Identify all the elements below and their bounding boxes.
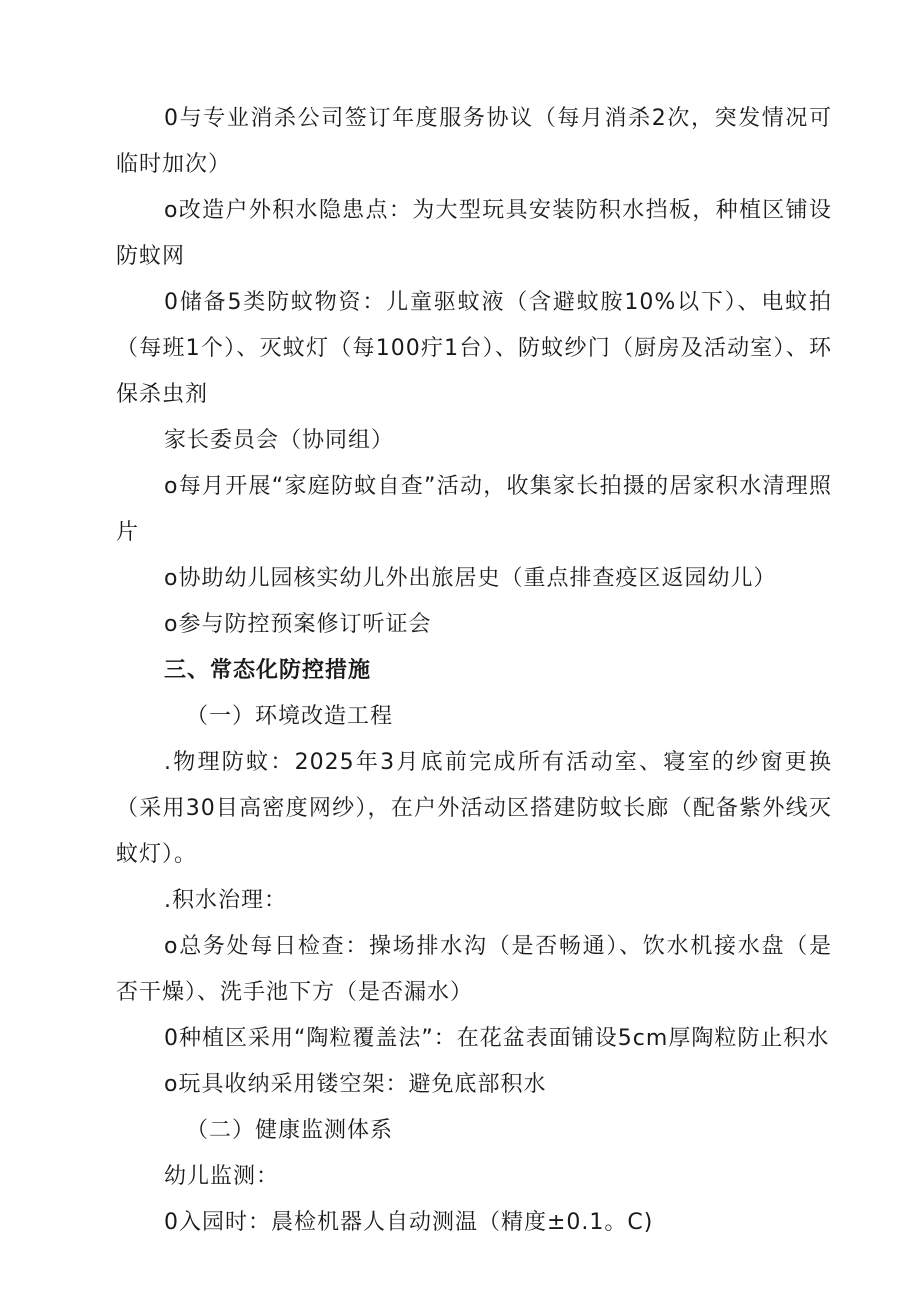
paragraph-supplies: 0储备5类防蚊物资：儿童驱蚊液（含避蚊胺10%以下）、电蚊拍（每班1个）、灭蚊灯（每100疔1台）、防蚊纱门（厨房及活动室）、环保杀虫剂 (116, 290, 832, 407)
document-body (116, 96, 832, 1246)
paragraph-home-check: o每月开展“家庭防蚊自查”活动，收集家长拍摄的居家积水清理照片 (116, 474, 832, 545)
paragraph-parent-committee: 家长委员会（协同组） (164, 428, 395, 453)
paragraph-child-monitoring: 幼儿监测： (164, 1164, 280, 1189)
section-heading-routine-measures: 三、常态化防控措施 (164, 658, 372, 683)
paragraph-ceramsite: 0种植区采用“陶粒覆盖法”：在花盆表面铺设5cm厚陶粒防止积水 (164, 1026, 830, 1051)
paragraph-toy-rack: o玩具收纳采用镂空架：避免底部积水 (164, 1072, 547, 1097)
paragraph-outdoor-water-fix: o改造户外积水隐患点：为大型玩具安装防积水挡板，种植区铺设防蚊网 (116, 198, 832, 269)
paragraph-daily-inspection: o总务处每日检查：操场排水沟（是否畅通）、饮水机接水盘（是否干燥）、洗手池下方（是否漏水） (116, 934, 832, 1005)
subheading-environment: （一）环境改造工程 (186, 704, 394, 729)
paragraph-disinfection-contract: 0与专业消杀公司签订年度服务协议（每月消杀2次，突发情况可临时加次） (116, 106, 832, 177)
paragraph-water-governance: .积水治理： (164, 888, 287, 913)
paragraph-travel-history: o协助幼儿园核实幼儿外出旅居史（重点排查疫区返园幼儿） (164, 566, 777, 591)
paragraph-physical-mosquito: .物理防蚊：2025年3月底前完成所有活动室、寝室的纱窗更换（采用30目高密度网纱），在户外活动区搭建防蚊长廊（配备紫外线灭蚊灯）。 (116, 750, 832, 867)
paragraph-hearing: o参与防控预案修订听证会 (164, 612, 432, 637)
subheading-health-monitoring: （二）健康监测体系 (186, 1118, 394, 1143)
paragraph-entry-temperature: 0入园时：晨检机器人自动测温（精度±0.1。C) (164, 1210, 654, 1235)
